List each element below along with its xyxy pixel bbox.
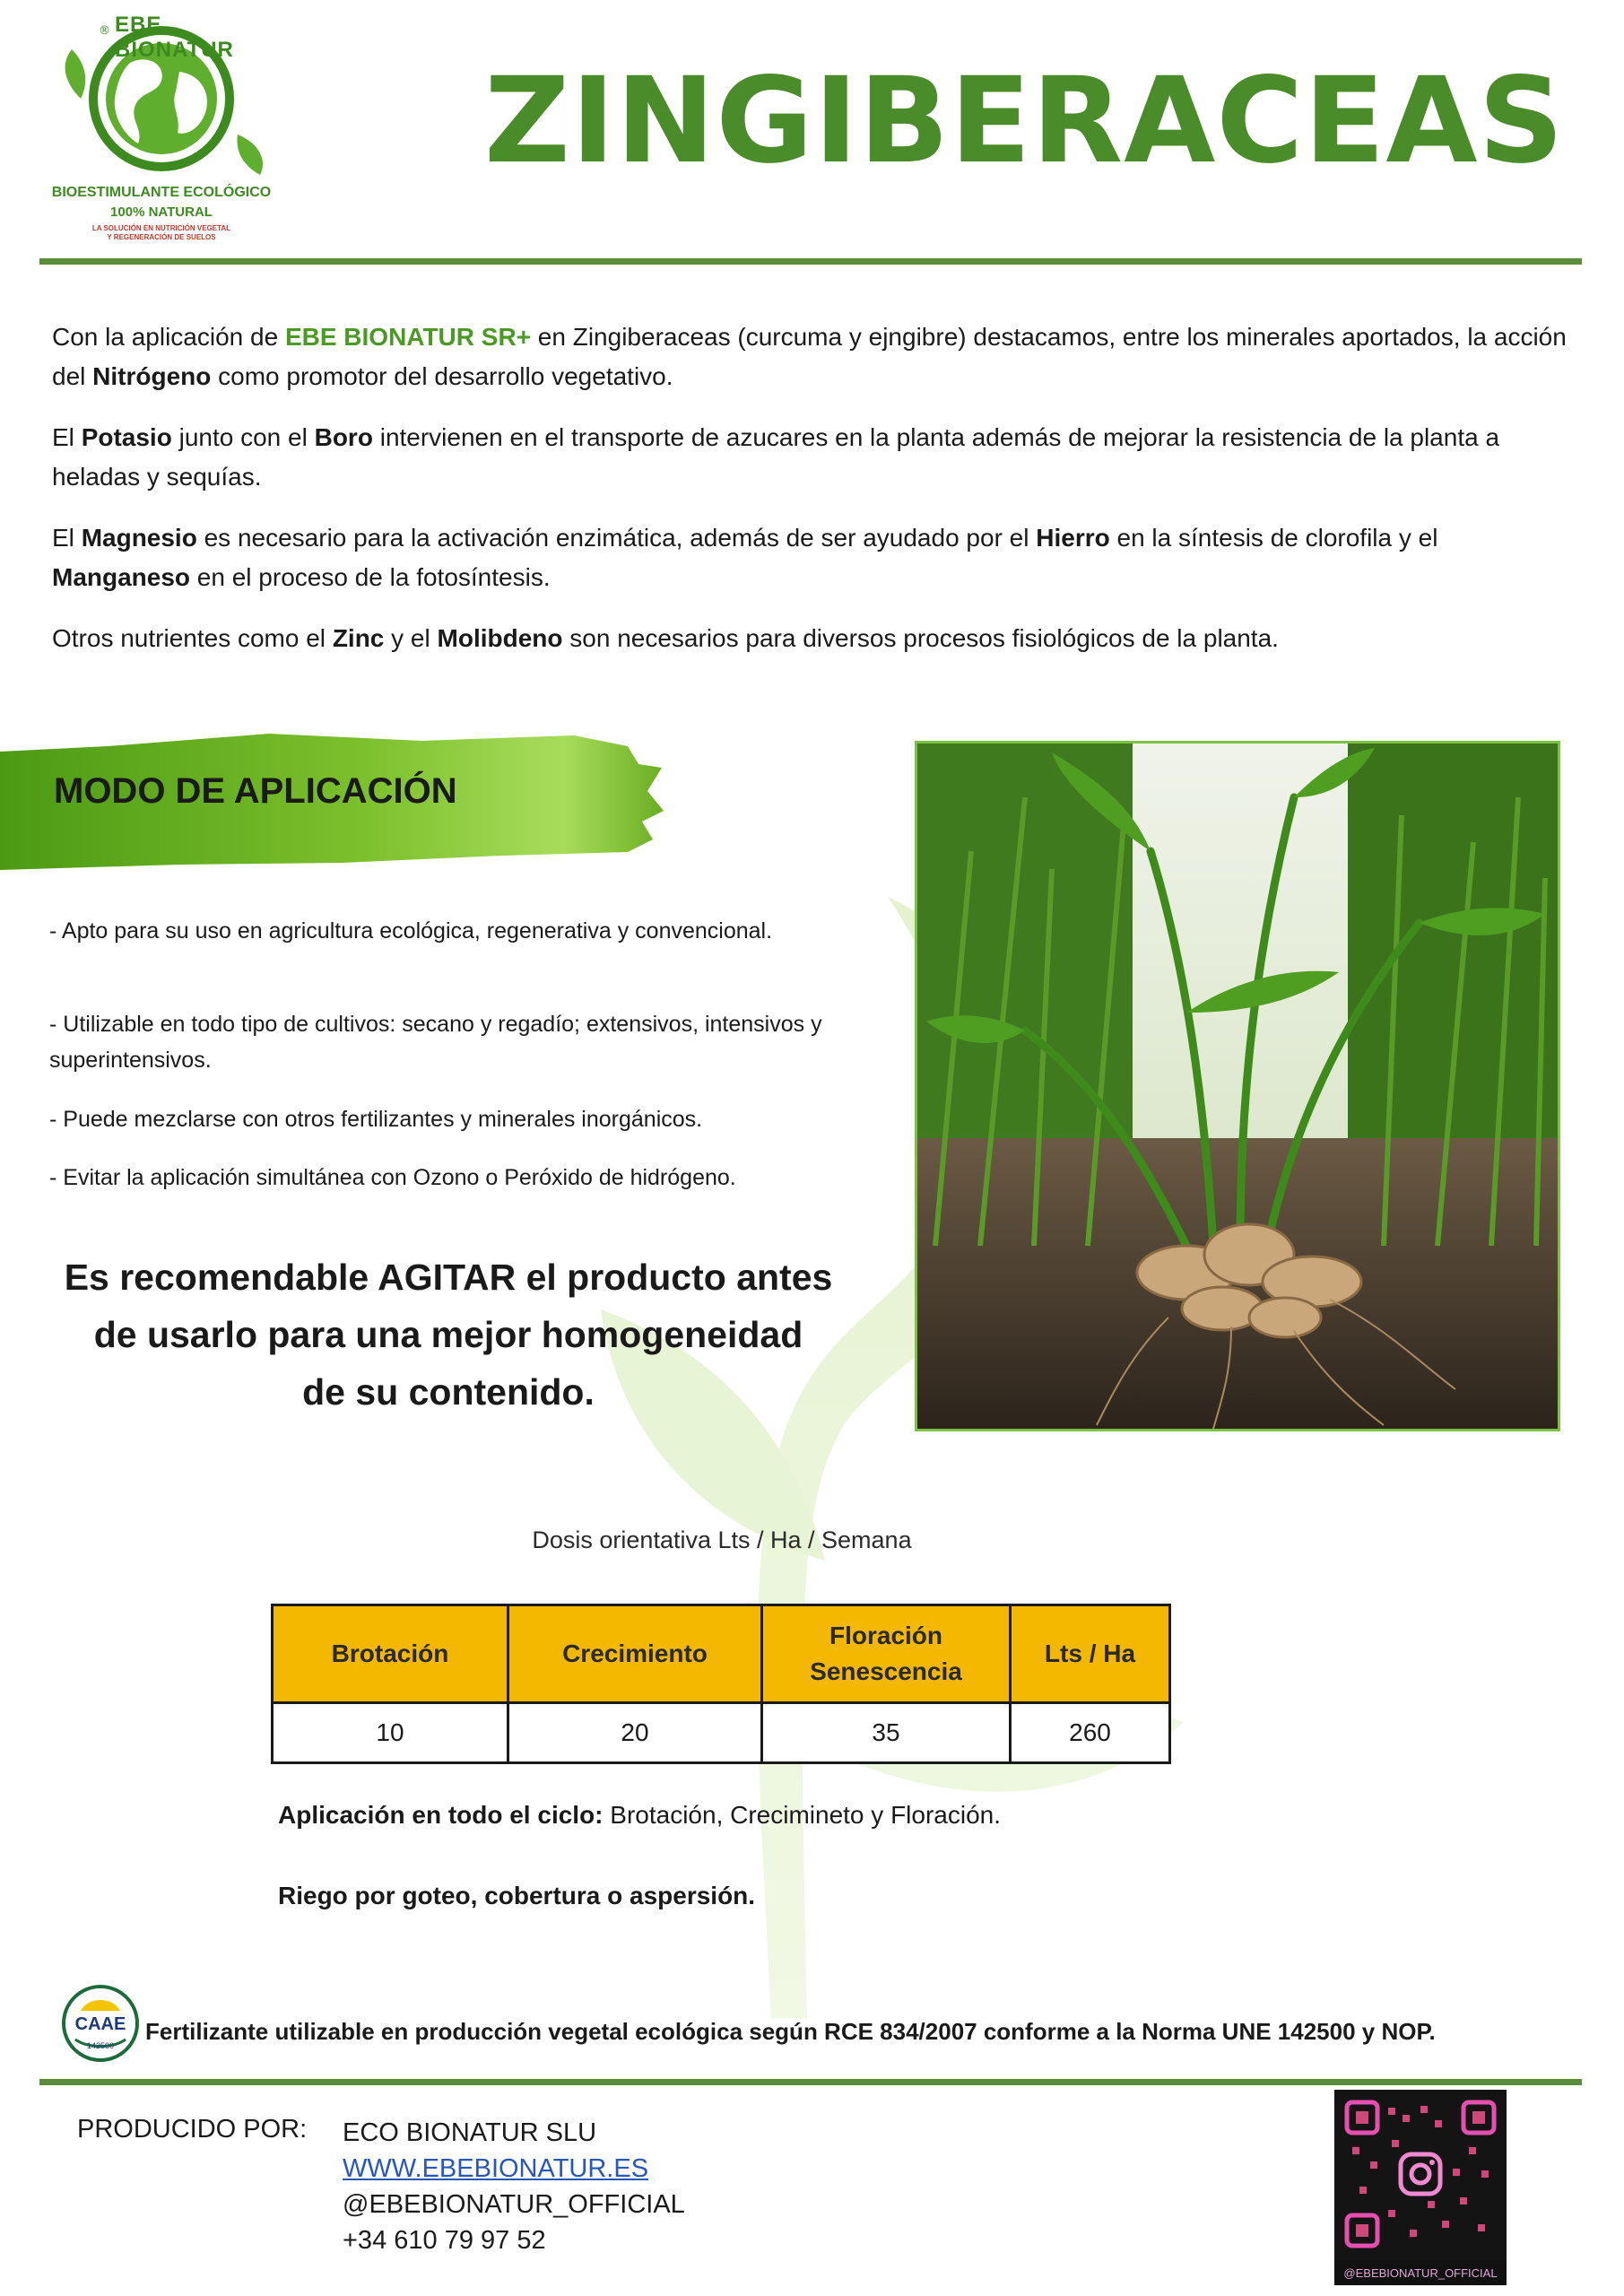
phone-number: +34 610 79 97 52 <box>343 2226 546 2255</box>
text: Otros nutrientes como el <box>52 624 333 652</box>
text: Con la aplicación de <box>52 323 285 351</box>
table-header-row <box>273 1605 1170 1703</box>
ginger-plant-photo <box>915 741 1560 1431</box>
text: El <box>52 524 82 552</box>
ginger-plant-image <box>917 744 1558 1429</box>
intro-paragraph-2 <box>52 418 1576 497</box>
mineral-manganese: Manganeso <box>52 563 191 591</box>
intro-paragraph-3 <box>52 518 1576 597</box>
bottom-divider <box>39 2079 1582 2085</box>
header-floracion: Floración <box>829 1622 942 1649</box>
instagram-qr-code[interactable] <box>1334 2090 1507 2285</box>
page-title: ZINGIBERACEAS <box>484 52 1565 190</box>
dose-table <box>271 1604 1171 1764</box>
certification-text: Fertilizante utilizable en producción vegetal ecológica según RCE 834/2007 conforme a la Norma UNE 142500 y NOP. <box>145 2018 1436 2045</box>
cycle-label: Aplicación en todo el ciclo: <box>278 1801 604 1829</box>
header-senescencia: Senescencia <box>810 1657 962 1685</box>
caae-logo-text: CAAE <box>74 2014 126 2034</box>
logo-subtagline-2: Y REGENERACIÓN DE SUELOS <box>107 233 216 241</box>
text: en la síntesis de clorofila y el <box>1109 524 1438 552</box>
text: y el <box>384 624 438 652</box>
social-handle: @EBEBIONATUR_OFFICIAL <box>343 2190 685 2219</box>
caae-certification-logo <box>61 1984 140 2063</box>
intro-paragraph-4 <box>52 619 1576 658</box>
qr-caption: @EBEBIONATUR_OFFICIAL <box>1343 2266 1498 2280</box>
text: son necesarios para diversos procesos fisiológicos de la planta. <box>562 624 1279 652</box>
application-cycle <box>278 1801 1001 1830</box>
bullet-item: - Puede mezclarse con otros fertilizantes y minerales inorgánicos. <box>49 1107 703 1132</box>
logo-tagline: BIOESTIMULANTE ECOLÓGICO <box>51 185 272 200</box>
dose-brotacion: 10 <box>273 1703 508 1763</box>
qr-code-icon <box>1334 2090 1507 2260</box>
mineral-iron: Hierro <box>1036 524 1110 552</box>
header-brotacion: Brotación <box>273 1605 508 1703</box>
registered-mark: ® <box>99 24 110 38</box>
website-link[interactable]: WWW.EBEBIONATUR.ES <box>343 2154 649 2183</box>
header-floracion-senescencia <box>762 1605 1011 1703</box>
mineral-nitrogen: Nitrógeno <box>92 362 212 390</box>
producer-label: PRODUCIDO POR: <box>77 2115 308 2144</box>
logo-subtagline <box>45 224 278 242</box>
producer-name: ECO BIONATUR SLU <box>343 2118 597 2147</box>
dose-crecimiento: 20 <box>508 1703 762 1763</box>
header-lts-ha: Lts / Ha <box>1011 1605 1170 1703</box>
recommendation-line: Es recomendable AGITAR el producto antes <box>64 1257 833 1298</box>
mineral-magnesium: Magnesio <box>81 524 197 552</box>
text: junto con el <box>171 423 315 451</box>
mineral-boron: Boro <box>314 423 373 451</box>
logo-natural: 100% NATURAL <box>110 204 213 220</box>
text: en el proceso de la fotosíntesis. <box>190 563 551 591</box>
logo-subtagline-1: LA SOLUCIÓN EN NUTRICIÓN VEGETAL <box>91 224 231 232</box>
cycle-value: Brotación, Crecimineto y Floración. <box>603 1801 1002 1829</box>
top-divider <box>39 258 1582 265</box>
dose-total: 260 <box>1011 1703 1170 1763</box>
caae-logo-number: 142500 <box>86 2041 115 2050</box>
text: El <box>52 423 82 451</box>
table-row <box>273 1703 1170 1763</box>
intro-paragraph-1 <box>52 317 1576 396</box>
recommendation-line: de usarlo para una mejor homogeneidad <box>93 1314 803 1355</box>
dose-floracion: 35 <box>762 1703 1011 1763</box>
bullet-item: - Apto para su uso en agricultura ecológica, regenerativa y convencional. <box>49 918 773 944</box>
irrigation-method: Riego por goteo, cobertura o aspersión. <box>278 1882 756 1909</box>
banner-title: MODO DE APLICACIÓN <box>54 771 457 811</box>
dose-caption: Dosis orientativa Lts / Ha / Semana <box>532 1526 912 1553</box>
shake-recommendation <box>36 1248 861 1421</box>
application-mode-banner <box>0 728 668 874</box>
mineral-potassium: Potasio <box>81 423 172 451</box>
text: en Zingiberaceas (curcuma y ejngibre) destacamos, entre los minerales aportados, la acción del <box>52 323 1567 390</box>
text: como promotor del desarrollo vegetativo. <box>211 362 673 390</box>
text: es necesario para la activación enzimática, además de ser ayudado por el <box>196 524 1037 552</box>
bullet-item: - Evitar la aplicación simultánea con Ozono o Peróxido de hidrógeno. <box>49 1165 736 1190</box>
header-crecimiento: Crecimiento <box>508 1605 762 1703</box>
brand-name: EBE BIONATUR SR+ <box>284 323 532 351</box>
logo-brand-text: EBE BIONATUR <box>115 13 234 62</box>
recommendation-line: de su contenido. <box>302 1371 595 1413</box>
brand-logo <box>45 9 278 247</box>
mineral-zinc: Zinc <box>332 624 385 652</box>
mineral-molybdenum: Molibdeno <box>437 624 563 652</box>
text: intervienen en el transporte de azucares en la planta además de mejorar la resistencia de la planta a heladas y sequías. <box>52 423 1500 491</box>
bullet-item: - Utilizable en todo tipo de cultivos: secano y regadío; extensivos, intensivos y superintensivos. <box>49 1012 822 1073</box>
